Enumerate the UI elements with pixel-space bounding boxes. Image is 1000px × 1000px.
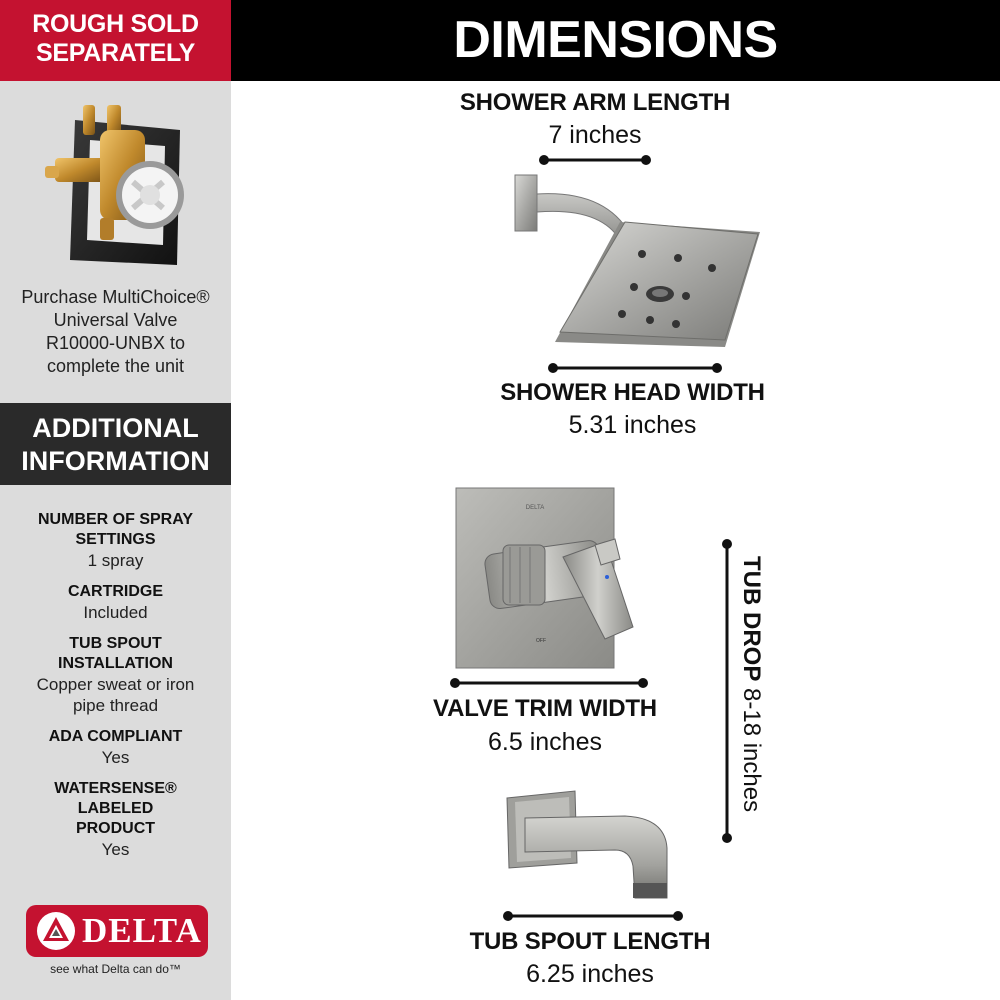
shower-head-measure-line (547, 362, 723, 374)
purchase-line-1: Purchase MultiChoice® (21, 287, 210, 307)
dimensions-title: DIMENSIONS (231, 0, 1000, 81)
info-value: Included (83, 603, 148, 622)
tagline: see what Delta can do™ (50, 962, 181, 976)
purchase-line-4: complete the unit (46, 356, 185, 376)
info-label: WATERSENSE® LABELED PRODUCT (54, 780, 177, 837)
info-value: Yes (101, 840, 130, 859)
info-list (0, 510, 231, 871)
rough-valve-image (45, 100, 185, 275)
sidebar (0, 0, 231, 1000)
info-label: TUB SPOUT INSTALLATION (58, 635, 173, 672)
info-label: CARTRIDGE (67, 583, 164, 600)
tub-drop-label: TUB DROP (738, 556, 765, 682)
delta-logo-text: DELTA (82, 911, 202, 950)
shower-head-value: 5.31 inches (568, 411, 697, 439)
tub-spout-measure-line (502, 910, 684, 922)
purchase-line-2: Universal Valve (53, 310, 178, 330)
info-item (0, 582, 231, 623)
valve-trim-label: VALVE TRIM WIDTH (433, 695, 657, 722)
additional-information-header (0, 403, 231, 485)
shower-head-label: SHOWER HEAD WIDTH (500, 379, 765, 406)
rough-sold-separately-header (0, 0, 231, 81)
tub-drop-text (737, 556, 765, 812)
shower-arm-label: SHOWER ARM LENGTH (459, 89, 731, 116)
rough-header-line-1: ROUGH SOLD (32, 10, 199, 38)
info-value: Yes (101, 748, 130, 767)
tub-drop-value: 8-18 inches (738, 688, 765, 813)
tub-spout-value: 6.25 inches (526, 960, 654, 988)
info-label: NUMBER OF SPRAY SETTINGS (38, 511, 193, 548)
purchase-note (0, 286, 231, 378)
tub-drop-measure-line (721, 538, 733, 844)
info-item (0, 727, 231, 768)
info-item (0, 510, 231, 571)
delta-logo (26, 905, 208, 957)
info-label: ADA COMPLIANT (48, 728, 183, 745)
shower-arm-value: 7 inches (548, 121, 642, 149)
info-item (0, 634, 231, 716)
tub-spout-label: TUB SPOUT LENGTH (469, 928, 711, 955)
valve-trim-measure-line (449, 677, 649, 689)
additional-header-line-1: ADDITIONAL (32, 413, 199, 443)
purchase-line-3: R10000-UNBX to (45, 333, 186, 353)
shower-arm-measure-line (538, 154, 652, 166)
additional-header-line-2: INFORMATION (21, 446, 210, 476)
valve-trim-value: 6.5 inches (488, 728, 602, 756)
info-value: Copper sweat or iron pipe thread (36, 675, 195, 715)
shower-head-image (510, 172, 770, 357)
valve-trim-off-mark: OFF (536, 638, 546, 644)
info-item (0, 779, 231, 860)
rough-header-line-2: SEPARATELY (35, 39, 196, 67)
delta-triangle-icon (36, 911, 76, 951)
valve-trim-image (455, 487, 645, 677)
tub-spout-image (505, 788, 675, 913)
info-value: 1 spray (87, 551, 144, 570)
valve-trim-brand-mark: DELTA (525, 505, 545, 511)
